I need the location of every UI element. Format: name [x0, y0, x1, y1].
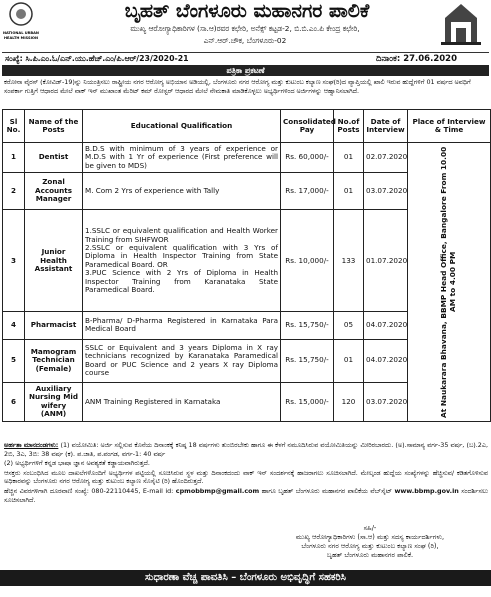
posts-count-cell: 133 [334, 210, 364, 312]
header-interview-date: Date of Interview [364, 110, 408, 143]
qualification-cell: M. Com 2 Yrs of experience with Tally [83, 172, 281, 209]
age-limit-note [4, 441, 488, 458]
signatory-line-2: ಬೆಂಗಳೂರು ನಗರ ಆರೋಗ್ಯ ಮತ್ತು ಕುಟುಂಬ ಕಲ್ಯಾಣ ಸಂಘ (ರಿ), [301, 542, 439, 550]
qualification-cell: SSLC or Equivalent and 3 years Diploma in X ray technicians recognized by Karanataka Paramedical Board or PUC Science and 2 years X ray Diploma course [83, 339, 281, 382]
sl-cell: 3 [3, 210, 25, 312]
sl-cell: 1 [3, 143, 25, 173]
post-name-cell: Zonal Accounts Manager [25, 172, 83, 209]
interview-date-cell: 04.07.2020 [364, 339, 408, 382]
interview-date-cell: 04.07.2020 [364, 312, 408, 339]
post-name-cell: Auxiliary Nursing Mid wifery (ANM) [25, 382, 83, 421]
table-header-row [3, 110, 491, 143]
vacancy-table [2, 109, 491, 422]
header [0, 0, 491, 52]
office-address-line-2: ಎನ್.ಆರ್.ಚೌಕ, ಬೆಂಗಳೂರು-02 [203, 36, 287, 45]
signature-sd: ಸಹಿ/- [363, 524, 377, 532]
header-posts-count: No.of Posts [334, 110, 364, 143]
reference-bar [2, 52, 489, 66]
pay-cell: Rs. 15,750/- [281, 339, 334, 382]
signatory-line-3: ಬೃಹತ್ ಬೆಂಗಳೂರು ಮಹಾನಗರ ಪಾಲಿಕೆ. [326, 551, 414, 559]
posts-count-cell: 01 [334, 339, 364, 382]
header-pay: Consolidated Pay [281, 110, 334, 143]
intro-paragraph: ಕರೋನಾ ವೈರಸ್ (ಕೋವಿಡ್-19)ನ್ನು ನಿಯಂತ್ರಿಸಲು ರಾಷ್ಟ್ರೀಯ ನಗರ ಆರೋಗ್ಯ ಅಭಿಯಾನ ಅಡಿಯಲ್ಲಿ, ಬೆಂಗಳೂರು ನಗರ ಆರೋಗ್ಯ ಮತ್ತು ಕುಟುಂಬ ಕಲ್ಯಾಣ ಸಂಘ(ರಿ)ದ ವ್ಯಾಪ್ತಿಯಲ್ಲಿ ಖಾಲಿ ಇರುವ ಹುದ್ದೆಗಳಿಗೆ 01 ವರ್ಷದ ಅವಧಿಗೆ ಸಂಪರ್ಕಾ ಗುತ್ತಿಗೆ ಆಧಾರದ ಮೇಲೆ ವಾಕ್ ಇನ್ ಮುಖಾಂತ ಮೆರಿಟ್ ಕಮ್ ರೋಸ್ಟರ್ ಆಧಾರದ ಮೇಲೆ ನೇಮಕಾತಿ ಮಾಡಿಕೊಳ್ಳಲು ಅಭ್ಯರ್ಥಿಗಳಿಂದ ಅರ್ಜಿಗಳನ್ನು ಆಹ್ವಾನಿಸಲಾಗಿದೆ. [4, 78, 471, 95]
post-name-cell: Pharmacist [25, 312, 83, 339]
contact-text-c: ಸಂದರ್ಶಿಸಲು ಸೂಚಿಸಲಾಗಿದೆ. [4, 486, 489, 504]
contact-text-b: ಹಾಗೂ ಬೃಹತ್ ಬೆಂಗಳೂರು ಮಹಾನಗರ ಪಾಲಿಕೆಯ ವೆಬ್‌ಸೈಟ್ [259, 486, 395, 495]
interview-date-cell: 03.07.2020 [364, 172, 408, 209]
eligibility-notes [4, 441, 488, 505]
nuhm-caption-1: NATIONAL URBAN [3, 31, 39, 35]
website-link[interactable]: www.bbmp.gov.in [394, 486, 459, 495]
sl-cell: 4 [3, 312, 25, 339]
age-limit-text: (1) ವಯೋಮಿತಿ: ಅರ್ಜಿ ಸಲ್ಲಿಸುವ ಕೊನೆಯ ದಿನಾಂಕಕ್ಕೆ ಕನಿಷ್ಠ 18 ವರ್ಷಗಳು ತುಂಬಿರಬೇಕು ಹಾಗೂ ಈ ಕೆಳಗೆ ನಮೂದಿಸಿರುವ ವಯೋಮಿತಿಯನ್ನು ಮೀರಿರಬಾರದು. (ಅ).ಸಾಮಾನ್ಯ ವರ್ಗ-35 ವರ್ಷ, (ಬ).2ಎ, 2ಬಿ, 3ಎ, 3ಬಿ: 38 ವರ್ಷ (ಕ). ಪ.ಜಾತಿ, ಪ.ಪಂಗಡ, ವರ್ಗ-1: 40 ವರ್ಷ [4, 441, 488, 458]
nuhm-logo-icon [2, 0, 40, 46]
documents-note: ಆಸಕ್ತರು ಸಂಬಂಧಿಸಿದ ಮೂಲ ದಾಖಲೆಗಳೊಂದಿಗೆ ಅಭ್ಯರ್ಥಿಗಳ ಪಟ್ಟಿಯಲ್ಲಿ ಸೂಚಿಸಿರುವ ಸ್ಥಳ ಮತ್ತು ದಿನಾಂಕದಂದು ವಾಕ್ ಇನ್ ಸಂದರ್ಶನಕ್ಕೆ ಹಾಜರಾಗಲು ಸೂಚಿಸಲಾಗಿದೆ. ಮೇಲ್ಕಂಡ ಹುದ್ದೆಯ ಸಂಖ್ಯೆಗಳನ್ನು ಹೆಚ್ಚಿಸುವ/ ಕಡಿತಗೊಳಿಸುವ ಅಧಿಕಾರವನ್ನು ಬೆಂಗಳೂರು ನಗರ ಆರೋಗ್ಯ ಮತ್ತು ಕುಟುಂಬ ಕಲ್ಯಾಣ ಸೊಸೈಟಿ (ರಿ) ಹೊಂದಿರುತ್ತದೆ. [4, 468, 488, 486]
pay-cell: Rs. 15,750/- [281, 312, 334, 339]
post-name-cell: Dentist [25, 143, 83, 173]
sl-cell: 6 [3, 382, 25, 421]
pay-cell: Rs. 60,000/- [281, 143, 334, 173]
posts-count-cell: 01 [334, 172, 364, 209]
posts-count-cell: 120 [334, 382, 364, 421]
posts-count-cell: 05 [334, 312, 364, 339]
sl-cell: 2 [3, 172, 25, 209]
table-row [3, 143, 491, 173]
interview-date-cell: 02.07.2020 [364, 143, 408, 173]
header-post-name: Name of the Posts [25, 110, 83, 143]
qualification-cell: B-Pharma/ D-Pharma Registered in Karnataka Para Medical Board [83, 312, 281, 339]
qualification-cell: 1.SSLC or equivalent qualification and Health Worker Training from SIHFWOR 2.SSLC or equivalent qualification with 3 Yrs of Diploma in Health Inspector Training from State Paramedical Board. OR 3.PUC Science with 2 Yrs of Diploma in Health Inspector Training from Karanataka State Paramedical Board. [83, 210, 281, 312]
qualification-cell: ANM Training Registered in Karnataka [83, 382, 281, 421]
eligibility-label: ಅರ್ಹತಾ ಮಾನದಂಡಗಳು: [4, 441, 59, 449]
reference-number: ಸಂಖ್ಯೆ: ಸಿ.ಪಿ.ಎಂ.ಓ/ಎನ್.ಯು.ಹೆಚ್.ಎಂ/ಪಿ.ಆರ್/23/2020-21 [5, 54, 189, 63]
interview-date-cell: 01.07.2020 [364, 210, 408, 312]
header-sl-no: Sl No. [3, 110, 25, 143]
contact-email-link[interactable]: cpmobbmp@gmail.com [175, 486, 260, 495]
pay-cell: Rs. 10,000/- [281, 210, 334, 312]
post-name-cell: Junior Health Assistant [25, 210, 83, 312]
press-release-title: ಪತ್ರಿಕಾ ಪ್ರಕಟಣೆ [2, 65, 489, 76]
contact-text-a: ಹೆಚ್ಚಿನ ವಿವರಗಳಿಗಾಗಿ ದೂರವಾಣಿ ಸಂಖ್ಯೆ: 080-22110445, E-mail id: [4, 486, 176, 495]
contact-note [4, 487, 488, 504]
interview-date-cell: 03.07.2020 [364, 382, 408, 421]
qualification-cell: B.D.S with minimum of 3 years of experience or M.D.S with 1 Yr of experience (First preference will be given to MDS) [83, 143, 281, 173]
bbmp-emblem-icon [437, 0, 485, 46]
language-note: (2) ಅಭ್ಯರ್ಥಿಗಳಿಗೆ ಕನ್ನಡ ಭಾಷಾ ಜ್ಞಾನ ಅವಶ್ಯಕತೆ ಕಡ್ಡಾಯವಾಗಿರುತ್ತದೆ. [4, 459, 150, 468]
organization-title: ಬೃಹತ್ ಬೆಂಗಳೂರು ಮಹಾನಗರ ಪಾಲಿಕೆ [124, 0, 370, 22]
notice-date: ದಿನಾಂಕ: 27.06.2020 [376, 54, 457, 64]
place-time-cell [408, 143, 491, 422]
posts-count-cell: 01 [334, 143, 364, 173]
office-address-line-1: ಮುಖ್ಯ ಆರೋಗ್ಯಾಧಿಕಾರಿಗಳ (ಸಾ.ಆ)ರವರ ಕಛೇರಿ, ಅನೆಕ್ಸ್ ಕಟ್ಟಡ-2, ಬಿ.ಬಿ.ಎಂ.ಪಿ ಕೇಂದ್ರ ಕಛೇರಿ, [130, 24, 360, 33]
pay-cell: Rs. 15,000/- [281, 382, 334, 421]
header-qualification: Educational Qualification [83, 110, 281, 143]
post-name-cell: Mamogram Technician (Female) [25, 339, 83, 382]
signature-block [260, 524, 480, 560]
header-place-time: Place of Interview & Time [408, 110, 491, 143]
nuhm-caption-2: HEALTH MISSION [4, 36, 38, 40]
pay-cell: Rs. 17,000/- [281, 172, 334, 209]
place-time-text: At Naukarara Bhavana, BBMP Head Office, Bangalore From 10.00 AM to 4.00 PM [439, 146, 457, 418]
footer-slogan: ಸುಧಾರಣಾ ವೆಚ್ಚ ಪಾವತಿಸಿ – ಬೆಂಗಳೂರು ಅಭಿವೃದ್ಧಿಗೆ ಸಹಕರಿಸಿ [0, 570, 491, 586]
signatory-line-1: ಮುಖ್ಯ ಆರೋಗ್ಯಾಧಿಕಾರಿಗಳು (ಸಾ.ಆ) ಮತ್ತು ಸದಸ್ಯ ಕಾರ್ಯದರ್ಶಿಗಳು, [295, 533, 445, 541]
sl-cell: 5 [3, 339, 25, 382]
